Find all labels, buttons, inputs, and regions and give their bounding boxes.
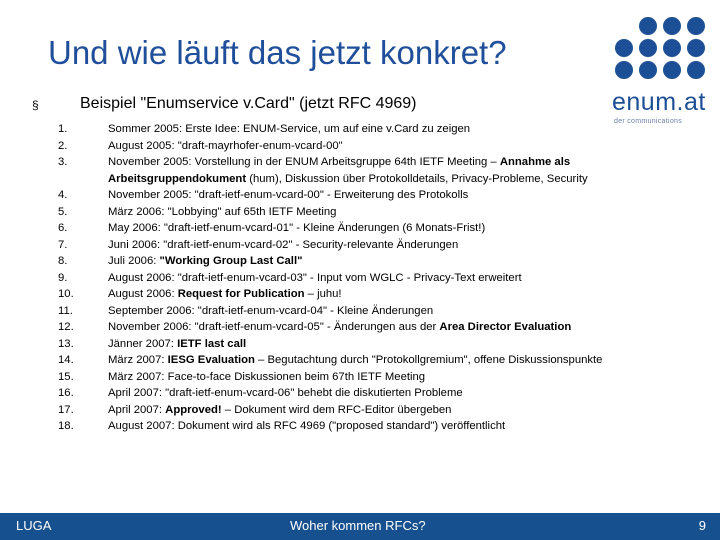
item-number: 5. — [58, 205, 68, 218]
item-number: 3. — [58, 156, 68, 168]
item-text-part: August 2006: "draft-ietf-enum-vcard-03" - Input vom WGLC - Privacy-Text erweitert — [108, 271, 522, 284]
timeline-item — [58, 187, 658, 204]
item-text — [108, 121, 658, 138]
timeline-item — [58, 220, 658, 237]
timeline-item — [58, 237, 658, 254]
item-text-part: Sommer 2005: Erste Idee: ENUM-Service, um auf eine v.Card zu zeigen — [108, 123, 471, 135]
logo-dot — [639, 17, 657, 35]
bullet-icon: § — [32, 98, 39, 112]
item-text — [108, 418, 658, 435]
slide-title: Und wie läuft das jetzt konkret? — [48, 34, 507, 71]
item-text — [108, 303, 658, 320]
item-text-part: (hum), Diskussion über Protokolldetails, Privacy-Probleme, Security — [246, 172, 588, 185]
item-text-bold: Request for Publication — [177, 288, 305, 300]
item-text — [108, 336, 658, 353]
item-text-part: – Dokument wird dem RFC-Editor übergeben — [221, 403, 452, 416]
timeline-item — [58, 154, 658, 187]
item-text — [108, 385, 658, 402]
item-text — [108, 270, 658, 287]
item-text-part: Jänner 2007: — [108, 337, 178, 350]
item-text — [108, 220, 658, 237]
item-text-part: September 2006: "draft-ietf-enum-vcard-04" - Kleine Änderungen — [108, 304, 434, 317]
timeline-item — [58, 369, 658, 386]
item-number: 8. — [58, 255, 68, 267]
item-text — [108, 253, 658, 270]
logo-dot — [687, 61, 705, 79]
item-text-bold: "Working Group Last Call" — [159, 255, 303, 267]
section-heading: Beispiel "Enumservice v.Card" (jetzt RFC 4969) — [80, 95, 417, 112]
item-number: 9. — [58, 271, 68, 284]
item-text — [108, 138, 658, 155]
item-text — [108, 204, 658, 221]
item-text — [108, 187, 658, 204]
item-text-part: Juli 2006: — [108, 255, 160, 267]
item-number: 1. — [58, 123, 68, 135]
logo-dot — [639, 61, 657, 79]
item-number: 17. — [58, 403, 74, 416]
logo-dot — [663, 61, 681, 79]
logo-wordmark: enum.at — [612, 88, 706, 116]
item-text-part: Juni 2006: "draft-ietf-enum-vcard-02" - Security-relevante Änderungen — [108, 238, 459, 251]
item-number: 16. — [58, 387, 74, 399]
item-text-bold: IESG Evaluation — [167, 354, 255, 366]
timeline-item — [58, 336, 658, 353]
timeline-item — [58, 402, 658, 419]
timeline-item — [58, 204, 658, 221]
item-text-bold: Approved! — [165, 403, 222, 416]
footer-title: Woher kommen RFCs? — [290, 518, 426, 533]
logo-dot — [615, 61, 633, 79]
item-text — [108, 319, 658, 336]
item-text — [108, 369, 658, 386]
item-number: 15. — [58, 370, 74, 383]
item-number: 2. — [58, 139, 68, 152]
footer-left-label: LUGA — [16, 518, 52, 533]
timeline-item — [58, 385, 658, 402]
logo-dot — [687, 39, 705, 57]
item-text-bold: Area Director Evaluation — [439, 321, 572, 333]
item-number: 11. — [58, 304, 73, 317]
item-text — [108, 237, 658, 254]
item-text-part: November 2005: "draft-ietf-enum-vcard-00" - Erweiterung des Protokolls — [108, 189, 469, 201]
timeline-item — [58, 303, 658, 320]
item-text-part: – juhu! — [304, 288, 342, 300]
item-number: 6. — [58, 222, 68, 234]
item-text-part: November 2005: Vorstellung in der ENUM Arbeitsgruppe 64th IETF Meeting – — [108, 156, 500, 168]
item-text — [108, 154, 658, 187]
item-text-bold: Annahme als Arbeitsgruppendokument — [108, 156, 571, 185]
item-text-part: März 2006: "Lobbying" auf 65th IETF Meeting — [108, 205, 337, 218]
item-number: 7. — [58, 238, 68, 251]
timeline-item — [58, 121, 658, 138]
item-text — [108, 286, 658, 303]
item-number: 18. — [58, 420, 74, 432]
timeline-item — [58, 418, 658, 435]
timeline-list — [58, 121, 658, 435]
item-number: 4. — [58, 189, 68, 201]
logo-dot — [663, 39, 681, 57]
item-text — [108, 402, 658, 419]
timeline-item — [58, 319, 658, 336]
item-text-part: November 2006: "draft-ietf-enum-vcard-05" - Änderungen aus der — [108, 321, 440, 333]
logo-dot — [663, 17, 681, 35]
item-number: 14. — [58, 354, 74, 366]
timeline-item — [58, 253, 658, 270]
item-text-bold: IETF last call — [177, 337, 247, 350]
item-number: 12. — [58, 321, 74, 333]
page-number: 9 — [698, 518, 706, 533]
timeline-item — [58, 270, 658, 287]
timeline-item — [58, 352, 658, 369]
item-text-part: May 2006: "draft-ietf-enum-vcard-01" - Kleine Änderungen (6 Monats-Frist!) — [108, 222, 486, 234]
logo-dot — [687, 17, 705, 35]
item-number: 10. — [58, 288, 74, 300]
timeline-item — [58, 138, 658, 155]
item-text-part: August 2007: Dokument wird als RFC 4969 ("proposed standard") veröffentlicht — [108, 420, 506, 432]
item-text-part: März 2007: Face-to-face Diskussionen beim 67th IETF Meeting — [108, 370, 426, 383]
item-text-part: April 2007: — [108, 403, 166, 416]
timeline-item — [58, 286, 658, 303]
logo-tagline: der communications — [614, 118, 683, 125]
item-text-part: August 2005: "draft-mayrhofer-enum-vcard-00" — [108, 139, 343, 152]
item-text — [108, 352, 658, 369]
item-text-part: April 2007: "draft-ietf-enum-vcard-06" behebt die diskutierten Probleme — [108, 387, 463, 399]
item-text-part: August 2006: — [108, 288, 178, 300]
item-number: 13. — [58, 337, 74, 350]
logo-dot — [639, 39, 657, 57]
item-text-part: – Begutachtung durch "Protokollgremium", offene Diskussionspunkte — [254, 354, 603, 366]
logo-dot — [615, 39, 633, 57]
item-text-part: März 2007: — [108, 354, 168, 366]
